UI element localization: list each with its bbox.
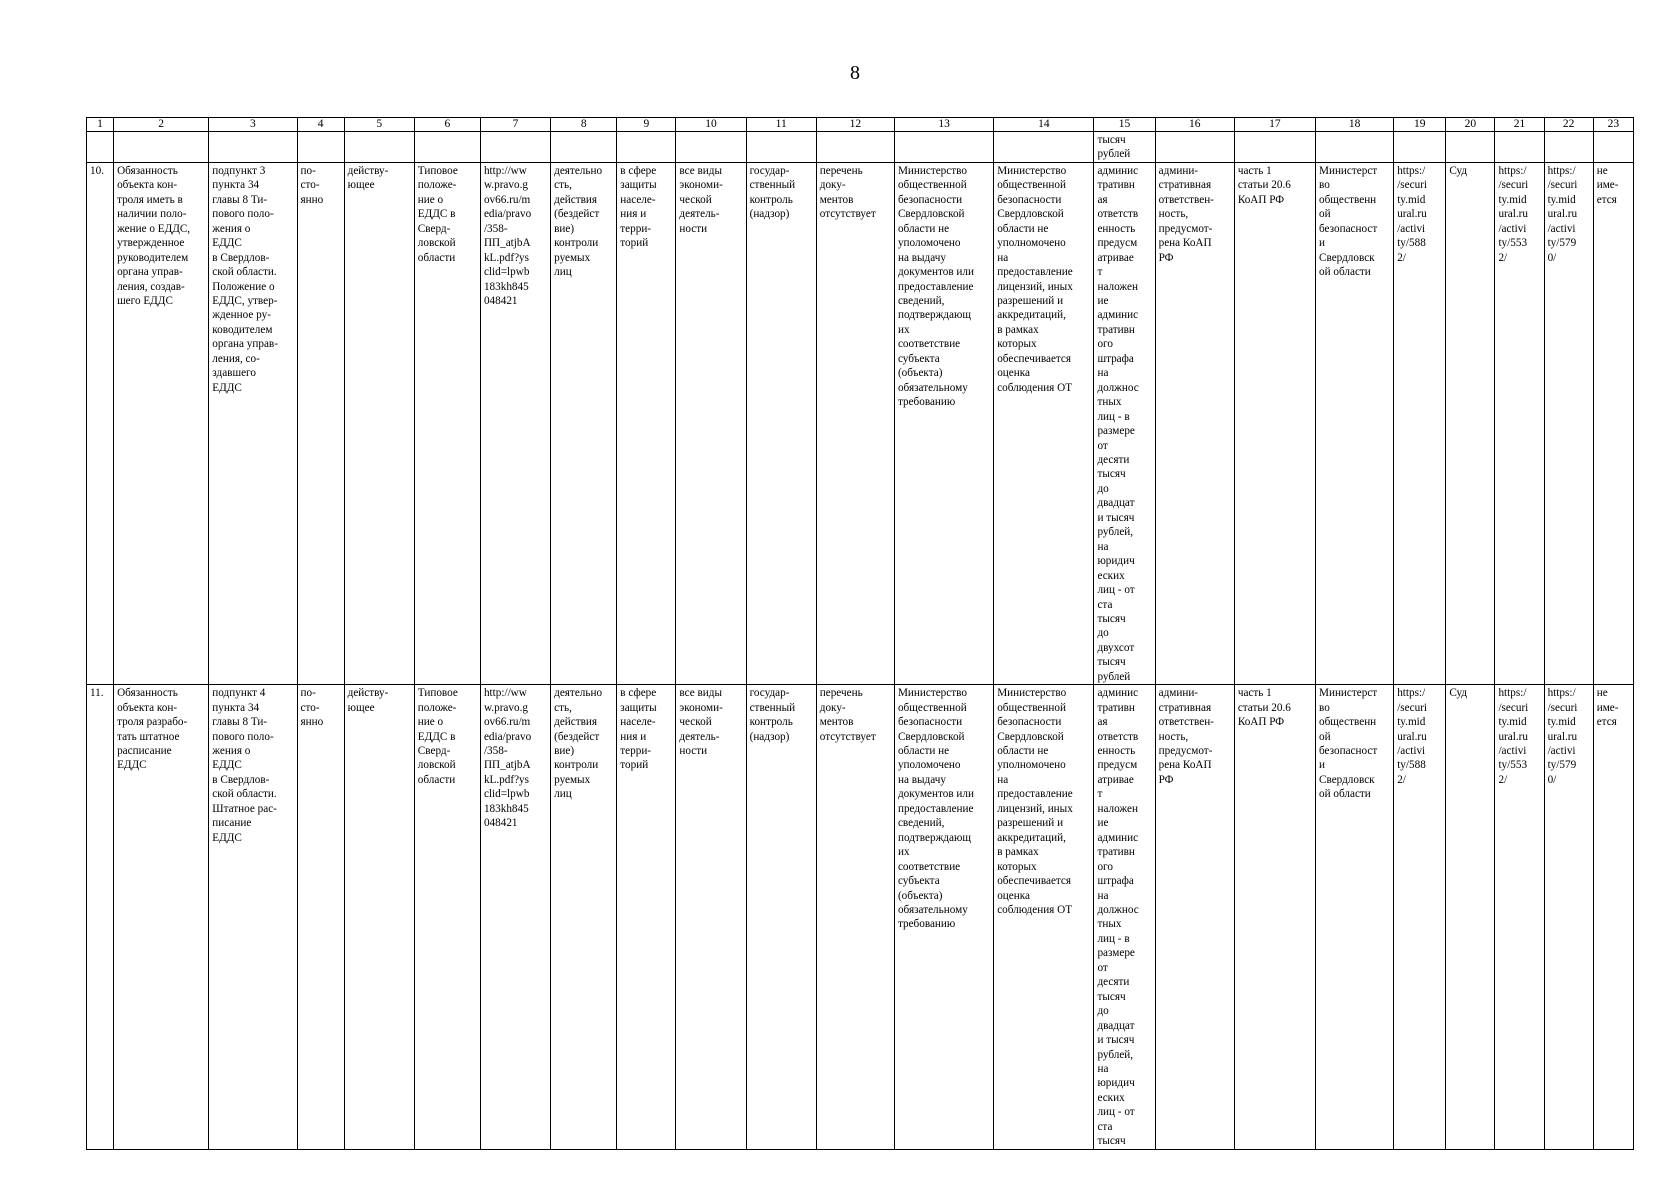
table-cell: деятельно сть, действия (бездейст вие) контроли руемых лиц	[551, 162, 617, 684]
table-cell: перечень доку- ментов отсутствует	[816, 162, 894, 684]
table-cell: перечень доку- ментов отсутствует	[816, 685, 894, 1150]
table-cell: админис тративн ая ответств енность предусм атривае т наложен ие админис тративн ого штрафа на должнос тных лиц - в размере от десяти тысяч до двадцат и тысяч рублей, на юридич еских лиц - от ста тысяч	[1094, 685, 1155, 1150]
table-cell: https:/ /securi ty.mid ural.ru /activi ty/579 0/	[1544, 162, 1593, 684]
table-cell: админи- стративная ответствен- ность, предусмот- рена КоАП РФ	[1155, 685, 1234, 1150]
column-number: 6	[414, 118, 480, 132]
column-number: 3	[209, 118, 297, 132]
column-number: 5	[344, 118, 414, 132]
column-number: 20	[1446, 118, 1495, 132]
column-number: 23	[1593, 118, 1633, 132]
table-cell: в сфере защиты населе- ния и терри- торий	[617, 685, 676, 1150]
table-cell: государ- ственный контроль (надзор)	[746, 162, 816, 684]
column-number: 14	[994, 118, 1094, 132]
table-cell: все виды экономи- ческой деятель- ности	[676, 685, 746, 1150]
table-cell: по- сто- янно	[297, 162, 344, 684]
table-cell: деятельно сть, действия (бездейст вие) контроли руемых лиц	[551, 685, 617, 1150]
table-cell: http://ww w.pravo.g ov66.ru/m edia/pravo /358- ПП_atjbA kL.pdf?ys clid=lpwb 183kh845 048421	[480, 162, 550, 684]
table-cell: Суд	[1446, 685, 1495, 1150]
table-cell: часть 1 статьи 20.6 КоАП РФ	[1234, 162, 1315, 684]
column-number: 22	[1544, 118, 1593, 132]
table-cell: https:/ /securi ty.mid ural.ru /activi ty/588 2/	[1394, 162, 1446, 684]
column-number: 21	[1495, 118, 1544, 132]
table-cell: в сфере защиты населе- ния и терри- торий	[617, 162, 676, 684]
column-number: 1	[87, 118, 114, 132]
table-cell: Обязанность объекта кон- троля иметь в наличии поло- жение о ЕДДС, утвержденное руководителем органа управ- ления, создав- шего ЕДДС	[114, 162, 209, 684]
table-cell: админи- стративная ответствен- ность, предусмот- рена КоАП РФ	[1155, 162, 1234, 684]
table-cell: часть 1 статьи 20.6 КоАП РФ	[1234, 685, 1315, 1150]
table-row	[87, 685, 1634, 1150]
table-cell: https:/ /securi ty.mid ural.ru /activi ty/588 2/	[1394, 685, 1446, 1150]
column-number: 19	[1394, 118, 1446, 132]
table-cell: Министерство общественной безопасности Свердловской области не уполномочено на предоставление лицензий, иных разрешений и аккредитаций, в рамках которых обеспечивается оценка соблюдения ОТ	[994, 162, 1094, 684]
table-cell: https:/ /securi ty.mid ural.ru /activi ty/553 2/	[1495, 162, 1544, 684]
column-number: 15	[1094, 118, 1155, 132]
table-cell: подпункт 3 пункта 34 главы 8 Ти- пового поло- жения о ЕДДС в Свердлов- ской области. Положение о ЕДДС, утвер- жденное ру- ководителем органа управ- ления, со- здавшего ЕДДС	[209, 162, 297, 684]
requirements-table	[86, 117, 1634, 1150]
table-cell: Министерство общественной безопасности Свердловской области не уполномочено на предоставление лицензий, иных разрешений и аккредитаций, в рамках которых обеспечивается оценка соблюдения ОТ	[994, 685, 1094, 1150]
table-cell: не име- ется	[1593, 685, 1633, 1150]
column-number: 4	[297, 118, 344, 132]
column-number: 13	[894, 118, 993, 132]
table-cell: Обязанность объекта кон- троля разрабо- тать штатное расписание ЕДДС	[114, 685, 209, 1150]
table-cell: админис тративн ая ответств енность предусм атривае т наложен ие админис тративн ого штрафа на должнос тных лиц - в размере от десяти тысяч до двадцат и тысяч рублей, на юридич еских лиц - от ста тысяч до двухсот тысяч рублей	[1094, 162, 1155, 684]
column-number: 16	[1155, 118, 1234, 132]
column-number: 12	[816, 118, 894, 132]
table-cell: http://ww w.pravo.g ov66.ru/m edia/pravo /358- ПП_atjbA kL.pdf?ys clid=lpwb 183kh845 048421	[480, 685, 550, 1150]
table-cell: Министерст во общественн ой безопасност и Свердловск ой области	[1316, 162, 1394, 684]
table-cell: подпункт 4 пункта 34 главы 8 Ти- пового поло- жения о ЕДДС в Свердлов- ской области. Штатное рас- писание ЕДДС	[209, 685, 297, 1150]
column-number: 7	[480, 118, 550, 132]
table-cell: Министерство общественной безопасности Свердловской области не уполомочено на выдачу документов или предоставление сведений, подтверждающ их соответствие субъекта (объекта) обязательному требованию	[894, 162, 993, 684]
column-number: 8	[551, 118, 617, 132]
table-cell: Типовое положе- ние о ЕДДС в Сверд- ловской области	[414, 685, 480, 1150]
table-cell: https:/ /securi ty.mid ural.ru /activi ty/579 0/	[1544, 685, 1593, 1150]
table-cell: Министерство общественной безопасности Свердловской области не уполомочено на выдачу документов или предоставление сведений, подтверждающ их соответствие субъекта (объекта) обязательному требованию	[894, 685, 993, 1150]
column-number: 11	[746, 118, 816, 132]
continuation-row	[87, 132, 1634, 163]
page-number: 8	[850, 62, 860, 84]
table-cell: по- сто- янно	[297, 685, 344, 1150]
column-number: 9	[617, 118, 676, 132]
table-cell: все виды экономи- ческой деятель- ности	[676, 162, 746, 684]
table-cell: не име- ется	[1593, 162, 1633, 684]
row-number: 10.	[87, 162, 114, 684]
table-cell: https:/ /securi ty.mid ural.ru /activi ty/553 2/	[1495, 685, 1544, 1150]
column-number: 2	[114, 118, 209, 132]
table-cell: тысяч рублей	[1094, 132, 1155, 163]
column-number: 17	[1234, 118, 1315, 132]
column-number-row	[87, 118, 1634, 132]
table-cell: Типовое положе- ние о ЕДДС в Сверд- ловской области	[414, 162, 480, 684]
table-cell: Министерст во общественн ой безопасност и Свердловск ой области	[1316, 685, 1394, 1150]
table-cell: действу- ющее	[344, 162, 414, 684]
table-row	[87, 162, 1634, 684]
column-number: 18	[1316, 118, 1394, 132]
column-number: 10	[676, 118, 746, 132]
row-number: 11.	[87, 685, 114, 1150]
table-cell: действу- ющее	[344, 685, 414, 1150]
table-cell: Суд	[1446, 162, 1495, 684]
table-cell: государ- ственный контроль (надзор)	[746, 685, 816, 1150]
